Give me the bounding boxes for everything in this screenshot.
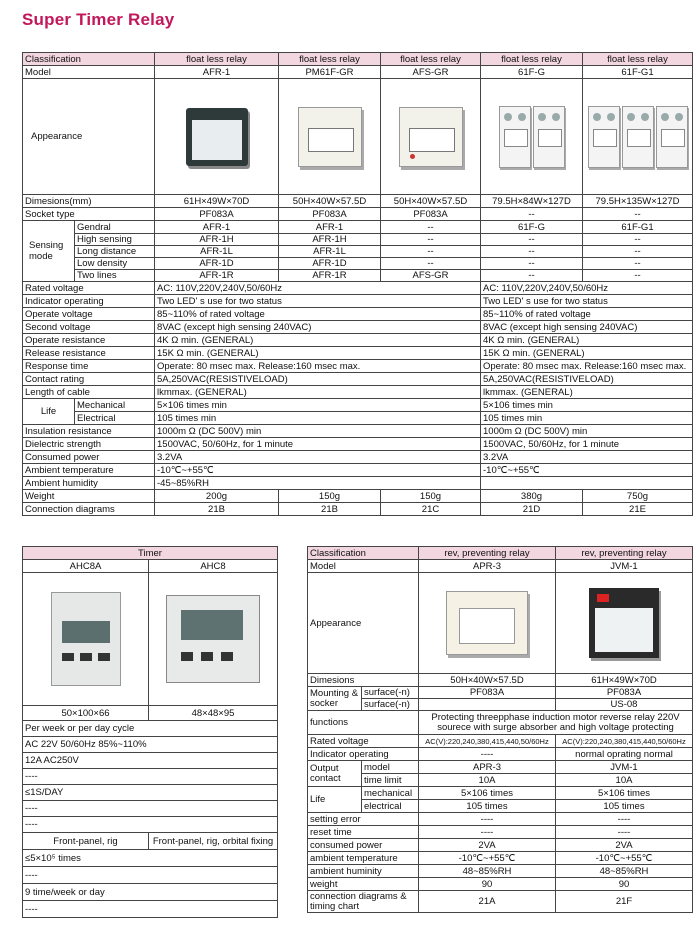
rev-tail-cell: 2VA xyxy=(419,839,556,852)
sensing-cell: -- xyxy=(583,246,693,258)
rev-tail-label: weight xyxy=(308,878,419,891)
connection-cell: 21B xyxy=(279,503,381,516)
spec-right: AC: 110V,220V,240V,50/60Hz xyxy=(481,282,693,295)
product-photo-apr3 xyxy=(419,573,556,674)
rev-tail-cell: -10℃~+55℃ xyxy=(556,852,693,865)
spec-label: Indicator operating xyxy=(23,295,155,308)
rev-mount-row-label: surface(-n) xyxy=(362,687,419,699)
timer-row: ---- xyxy=(23,901,278,918)
timer-row: ≤5×10⁵ times xyxy=(23,850,278,867)
rev-tail-cell: 48~85%RH xyxy=(419,865,556,878)
sensing-cell: -- xyxy=(481,246,583,258)
sensing-row-label: High sensing xyxy=(75,234,155,246)
rev-output-cell: APR-3 xyxy=(419,761,556,774)
connection-label: Connection diagrams xyxy=(23,503,155,516)
rev-life-cell: 105 times xyxy=(419,800,556,813)
rev-mount-label: Mounting & socker xyxy=(308,687,362,711)
spec-left: 1000m Ω (DC 500V) min xyxy=(155,425,481,438)
life-row-label: Electrical xyxy=(75,412,155,425)
weight-cell: 150g xyxy=(381,490,481,503)
spec-left: 5×106 times min xyxy=(155,399,481,412)
rev-tail-label: reset time xyxy=(308,826,419,839)
rev-output-cell: 10A xyxy=(419,774,556,787)
spec-label: Release resistance xyxy=(23,347,155,360)
model-cell: AFS-GR xyxy=(381,66,481,79)
spec-label: Rated voltage xyxy=(23,282,155,295)
sensing-row-label: Two lines xyxy=(75,270,155,282)
weight-cell: 750g xyxy=(583,490,693,503)
socket-cell: PF083A xyxy=(381,208,481,221)
sensing-cell: AFR-1H xyxy=(279,234,381,246)
sensing-cell: AFR-1R xyxy=(155,270,279,282)
rev-output-label: Output contact xyxy=(308,761,362,787)
dimension-cell: 79.5H×135W×127D xyxy=(583,195,693,208)
spec-right: 5×106 times min xyxy=(481,399,693,412)
connection-cell: 21C xyxy=(381,503,481,516)
rev-tail-cell: 90 xyxy=(556,878,693,891)
spec-left: 1500VAC, 50/60Hz, for 1 minute xyxy=(155,438,481,451)
rev-classification-label: Classification xyxy=(308,547,419,560)
rev-mount-cell xyxy=(419,699,556,711)
sensing-cell: -- xyxy=(381,221,481,234)
sensing-cell: 61F-G1 xyxy=(583,221,693,234)
socket-cell: PF083A xyxy=(155,208,279,221)
sensing-cell: -- xyxy=(481,234,583,246)
sensing-cell: -- xyxy=(381,258,481,270)
model-cell: PM61F-GR xyxy=(279,66,381,79)
rev-mount-cell: US-08 xyxy=(556,699,693,711)
rev-life-cell: 105 times xyxy=(556,800,693,813)
float-relay-table xyxy=(22,52,693,516)
rev-rated-label: Rated voltage xyxy=(308,735,419,748)
socket-cell: PF083A xyxy=(279,208,381,221)
model-cell: AFR-1 xyxy=(155,66,279,79)
spec-right: Two LED' s use for two status xyxy=(481,295,693,308)
model-label: Model xyxy=(23,66,155,79)
sensing-cell: -- xyxy=(583,234,693,246)
weight-cell: 150g xyxy=(279,490,381,503)
spec-label: Ambient temperature xyxy=(23,464,155,477)
product-photo-afsgr xyxy=(381,79,481,195)
spec-left: 15K Ω min. (GENERAL) xyxy=(155,347,481,360)
sensing-cell: AFR-1D xyxy=(279,258,381,270)
sensing-cell: -- xyxy=(481,258,583,270)
connection-cell: 21D xyxy=(481,503,583,516)
sensing-cell: AFS-GR xyxy=(381,270,481,282)
rev-life-row-label: mechanical xyxy=(362,787,419,800)
rev-tail-cell: 48~85%RH xyxy=(556,865,693,878)
spec-right: 85~110% of rated voltage xyxy=(481,308,693,321)
sensing-mode-label: Sensing mode xyxy=(23,221,75,282)
spec-label: Insulation resistance xyxy=(23,425,155,438)
spec-right xyxy=(481,477,693,490)
rev-indicator-cell: ---- xyxy=(419,748,556,761)
rev-mount-cell: PF083A xyxy=(556,687,693,699)
rev-output-cell: JVM-1 xyxy=(556,761,693,774)
dimension-cell: 50H×40W×57.5D xyxy=(381,195,481,208)
rev-dimension-cell: 50H×40W×57.5D xyxy=(419,674,556,687)
rev-indicator-cell: normal oprating normal xyxy=(556,748,693,761)
dimension-cell: 61H×49W×70D xyxy=(155,195,279,208)
sensing-cell: AFR-1D xyxy=(155,258,279,270)
timer-header: Timer xyxy=(23,547,278,560)
rev-model-cell: APR-3 xyxy=(419,560,556,573)
rev-functions-line: Protecting threepphase induction motor reverse relay 220V xyxy=(431,711,680,723)
weight-label: Weight xyxy=(23,490,155,503)
spec-left: 3.2VA xyxy=(155,451,481,464)
spec-left: 4K Ω min. (GENERAL) xyxy=(155,334,481,347)
product-photo-61fg1 xyxy=(583,79,693,195)
rev-life-cell: 5×106 times xyxy=(556,787,693,800)
connection-cell: 21B xyxy=(155,503,279,516)
timer-row: AC 22V 50/60Hz 85%~110% xyxy=(23,737,278,753)
timer-row: ---- xyxy=(23,769,278,785)
spec-right: 3.2VA xyxy=(481,451,693,464)
sensing-cell: AFR-1R xyxy=(279,270,381,282)
timer-model: AHC8A xyxy=(23,560,149,573)
dimension-cell: 50H×40W×57.5D xyxy=(279,195,381,208)
rev-tail-cell: ---- xyxy=(556,813,693,826)
sensing-cell: -- xyxy=(481,270,583,282)
rev-dimension-cell: 61H×49W×70D xyxy=(556,674,693,687)
product-photo-afr1 xyxy=(155,79,279,195)
sensing-row-label: Long distance xyxy=(75,246,155,258)
rev-mount-cell: PF083A xyxy=(419,687,556,699)
socket-label: Socket type xyxy=(23,208,155,221)
spec-label: Second voltage xyxy=(23,321,155,334)
product-photo-ahc8a xyxy=(23,573,149,706)
product-photo-ahc8 xyxy=(149,573,278,706)
classification-label: Classification xyxy=(23,53,155,66)
spec-right: -10℃~+55℃ xyxy=(481,464,693,477)
rev-connection-cell: 21F xyxy=(556,891,693,913)
rev-output-row-label: time limit xyxy=(362,774,419,787)
spec-label: Dielectric strength xyxy=(23,438,155,451)
rev-functions-line: sourece with surge absorber and high voltage protecting xyxy=(437,721,674,733)
page-title: Super Timer Relay xyxy=(22,10,175,29)
rev-connection-cell: 21A xyxy=(419,891,556,913)
rev-functions-label: functions xyxy=(308,711,419,735)
rev-mount-row-label: surface(-n) xyxy=(362,699,419,711)
spec-label: Ambient humidity xyxy=(23,477,155,490)
classification-cell: float less relay xyxy=(381,53,481,66)
sensing-cell: 61F-G xyxy=(481,221,583,234)
product-photo-61fg xyxy=(481,79,583,195)
spec-right: 8VAC (except high sensing 240VAC) xyxy=(481,321,693,334)
spec-left: 85~110% of rated voltage xyxy=(155,308,481,321)
appearance-label: Appearance xyxy=(23,79,155,195)
spec-label: Length of cable xyxy=(23,386,155,399)
classification-cell: float less relay xyxy=(583,53,693,66)
spec-left: Two LED' s use for two status xyxy=(155,295,481,308)
rev-functions-cell xyxy=(419,711,693,735)
product-photo-jvm1 xyxy=(556,573,693,674)
classification-cell: float less relay xyxy=(279,53,381,66)
model-cell: 61F-G xyxy=(481,66,583,79)
spec-right: 1500VAC, 50/60Hz, for 1 minute xyxy=(481,438,693,451)
spec-label: Response time xyxy=(23,360,155,373)
spec-left: AC: 110V,220V,240V,50/60Hz xyxy=(155,282,481,295)
sensing-cell: AFR-1 xyxy=(279,221,381,234)
spec-right: 1000m Ω (DC 500V) min xyxy=(481,425,693,438)
spec-right: 15K Ω min. (GENERAL) xyxy=(481,347,693,360)
spec-label: Contact rating xyxy=(23,373,155,386)
sensing-cell: -- xyxy=(381,234,481,246)
rev-appearance-label: Appearance xyxy=(308,573,419,674)
rev-indicator-label: Indicator operating xyxy=(308,748,419,761)
spec-left: 105 times min xyxy=(155,412,481,425)
rev-rated-cell: AC(V):220,240,380,415,440,50/60Hz xyxy=(419,735,556,748)
rev-output-cell: 10A xyxy=(556,774,693,787)
timer-row: ---- xyxy=(23,867,278,884)
spec-label: Operate voltage xyxy=(23,308,155,321)
spec-right: lkmmax. (GENERAL) xyxy=(481,386,693,399)
timer-row: 9 time/week or day xyxy=(23,884,278,901)
timer-row: ---- xyxy=(23,817,278,833)
sensing-cell: -- xyxy=(583,270,693,282)
rev-rated-cell: AC(V):220,240,380,415,440,50/60Hz xyxy=(556,735,693,748)
dimensions-label: Dimesions(mm) xyxy=(23,195,155,208)
rev-model-label: Model xyxy=(308,560,419,573)
spec-label: Consumed power xyxy=(23,451,155,464)
rev-tail-cell: 90 xyxy=(419,878,556,891)
timer-mount: Front-panel, rig, orbital fixing xyxy=(149,833,278,850)
timer-dim: 50×100×66 xyxy=(23,706,149,721)
rev-tail-cell: ---- xyxy=(556,826,693,839)
rev-tail-cell: ---- xyxy=(419,826,556,839)
sensing-cell: AFR-1H xyxy=(155,234,279,246)
weight-cell: 200g xyxy=(155,490,279,503)
rev-classification-cell: rev, preventing relay xyxy=(419,547,556,560)
connection-cell: 21E xyxy=(583,503,693,516)
dimension-cell: 79.5H×84W×127D xyxy=(481,195,583,208)
sensing-cell: -- xyxy=(583,258,693,270)
rev-relay-table xyxy=(307,546,693,913)
spec-left: -45~85%RH xyxy=(155,477,481,490)
rev-tail-label: ambient huminity xyxy=(308,865,419,878)
weight-cell: 380g xyxy=(481,490,583,503)
spec-right: Operate: 80 msec max. Release:160 msec max. xyxy=(481,360,693,373)
spec-right: 4K Ω min. (GENERAL) xyxy=(481,334,693,347)
rev-tail-label: ambient temperature xyxy=(308,852,419,865)
sensing-row-label: Low density xyxy=(75,258,155,270)
product-photo-pm61f xyxy=(279,79,381,195)
spec-label: Operate resistance xyxy=(23,334,155,347)
spec-left: lkmmax. (GENERAL) xyxy=(155,386,481,399)
spec-left: Operate: 80 msec max. Release:160 msec max. xyxy=(155,360,481,373)
rev-life-row-label: electrical xyxy=(362,800,419,813)
classification-cell: float less relay xyxy=(155,53,279,66)
classification-cell: float less relay xyxy=(481,53,583,66)
timer-mount: Front-panel, rig xyxy=(23,833,149,850)
rev-classification-cell: rev, preventing relay xyxy=(556,547,693,560)
sensing-cell: AFR-1L xyxy=(279,246,381,258)
spec-right: 5A,250VAC(RESISTIVELOAD) xyxy=(481,373,693,386)
socket-cell: -- xyxy=(583,208,693,221)
sensing-cell: -- xyxy=(381,246,481,258)
life-row-label: Mechanical xyxy=(75,399,155,412)
timer-row: ≤1S/DAY xyxy=(23,785,278,801)
rev-life-cell: 5×106 times xyxy=(419,787,556,800)
spec-left: 8VAC (except high sensing 240VAC) xyxy=(155,321,481,334)
rev-life-label: Life xyxy=(308,787,362,813)
spec-left: 5A,250VAC(RESISTIVELOAD) xyxy=(155,373,481,386)
sensing-cell: AFR-1L xyxy=(155,246,279,258)
timer-row: 12A AC250V xyxy=(23,753,278,769)
timer-row: Per week or per day cycle xyxy=(23,721,278,737)
timer-dim: 48×48×95 xyxy=(149,706,278,721)
model-cell: 61F-G1 xyxy=(583,66,693,79)
rev-tail-cell: 2VA xyxy=(556,839,693,852)
rev-tail-cell: -10℃~+55℃ xyxy=(419,852,556,865)
rev-dimensions-label: Dimesions xyxy=(308,674,419,687)
rev-tail-label: setting error xyxy=(308,813,419,826)
timer-table xyxy=(22,546,278,918)
sensing-cell: AFR-1 xyxy=(155,221,279,234)
rev-tail-label: consumed power xyxy=(308,839,419,852)
rev-connection-label: connection diagrams & timing chart xyxy=(308,891,419,913)
timer-model: AHC8 xyxy=(149,560,278,573)
rev-tail-cell: ---- xyxy=(419,813,556,826)
socket-cell: -- xyxy=(481,208,583,221)
sensing-row-label: Gendral xyxy=(75,221,155,234)
life-label: Life xyxy=(23,399,75,425)
spec-left: -10℃~+55℃ xyxy=(155,464,481,477)
rev-output-row-label: model xyxy=(362,761,419,774)
rev-model-cell: JVM-1 xyxy=(556,560,693,573)
timer-row: ---- xyxy=(23,801,278,817)
spec-right: 105 times min xyxy=(481,412,693,425)
